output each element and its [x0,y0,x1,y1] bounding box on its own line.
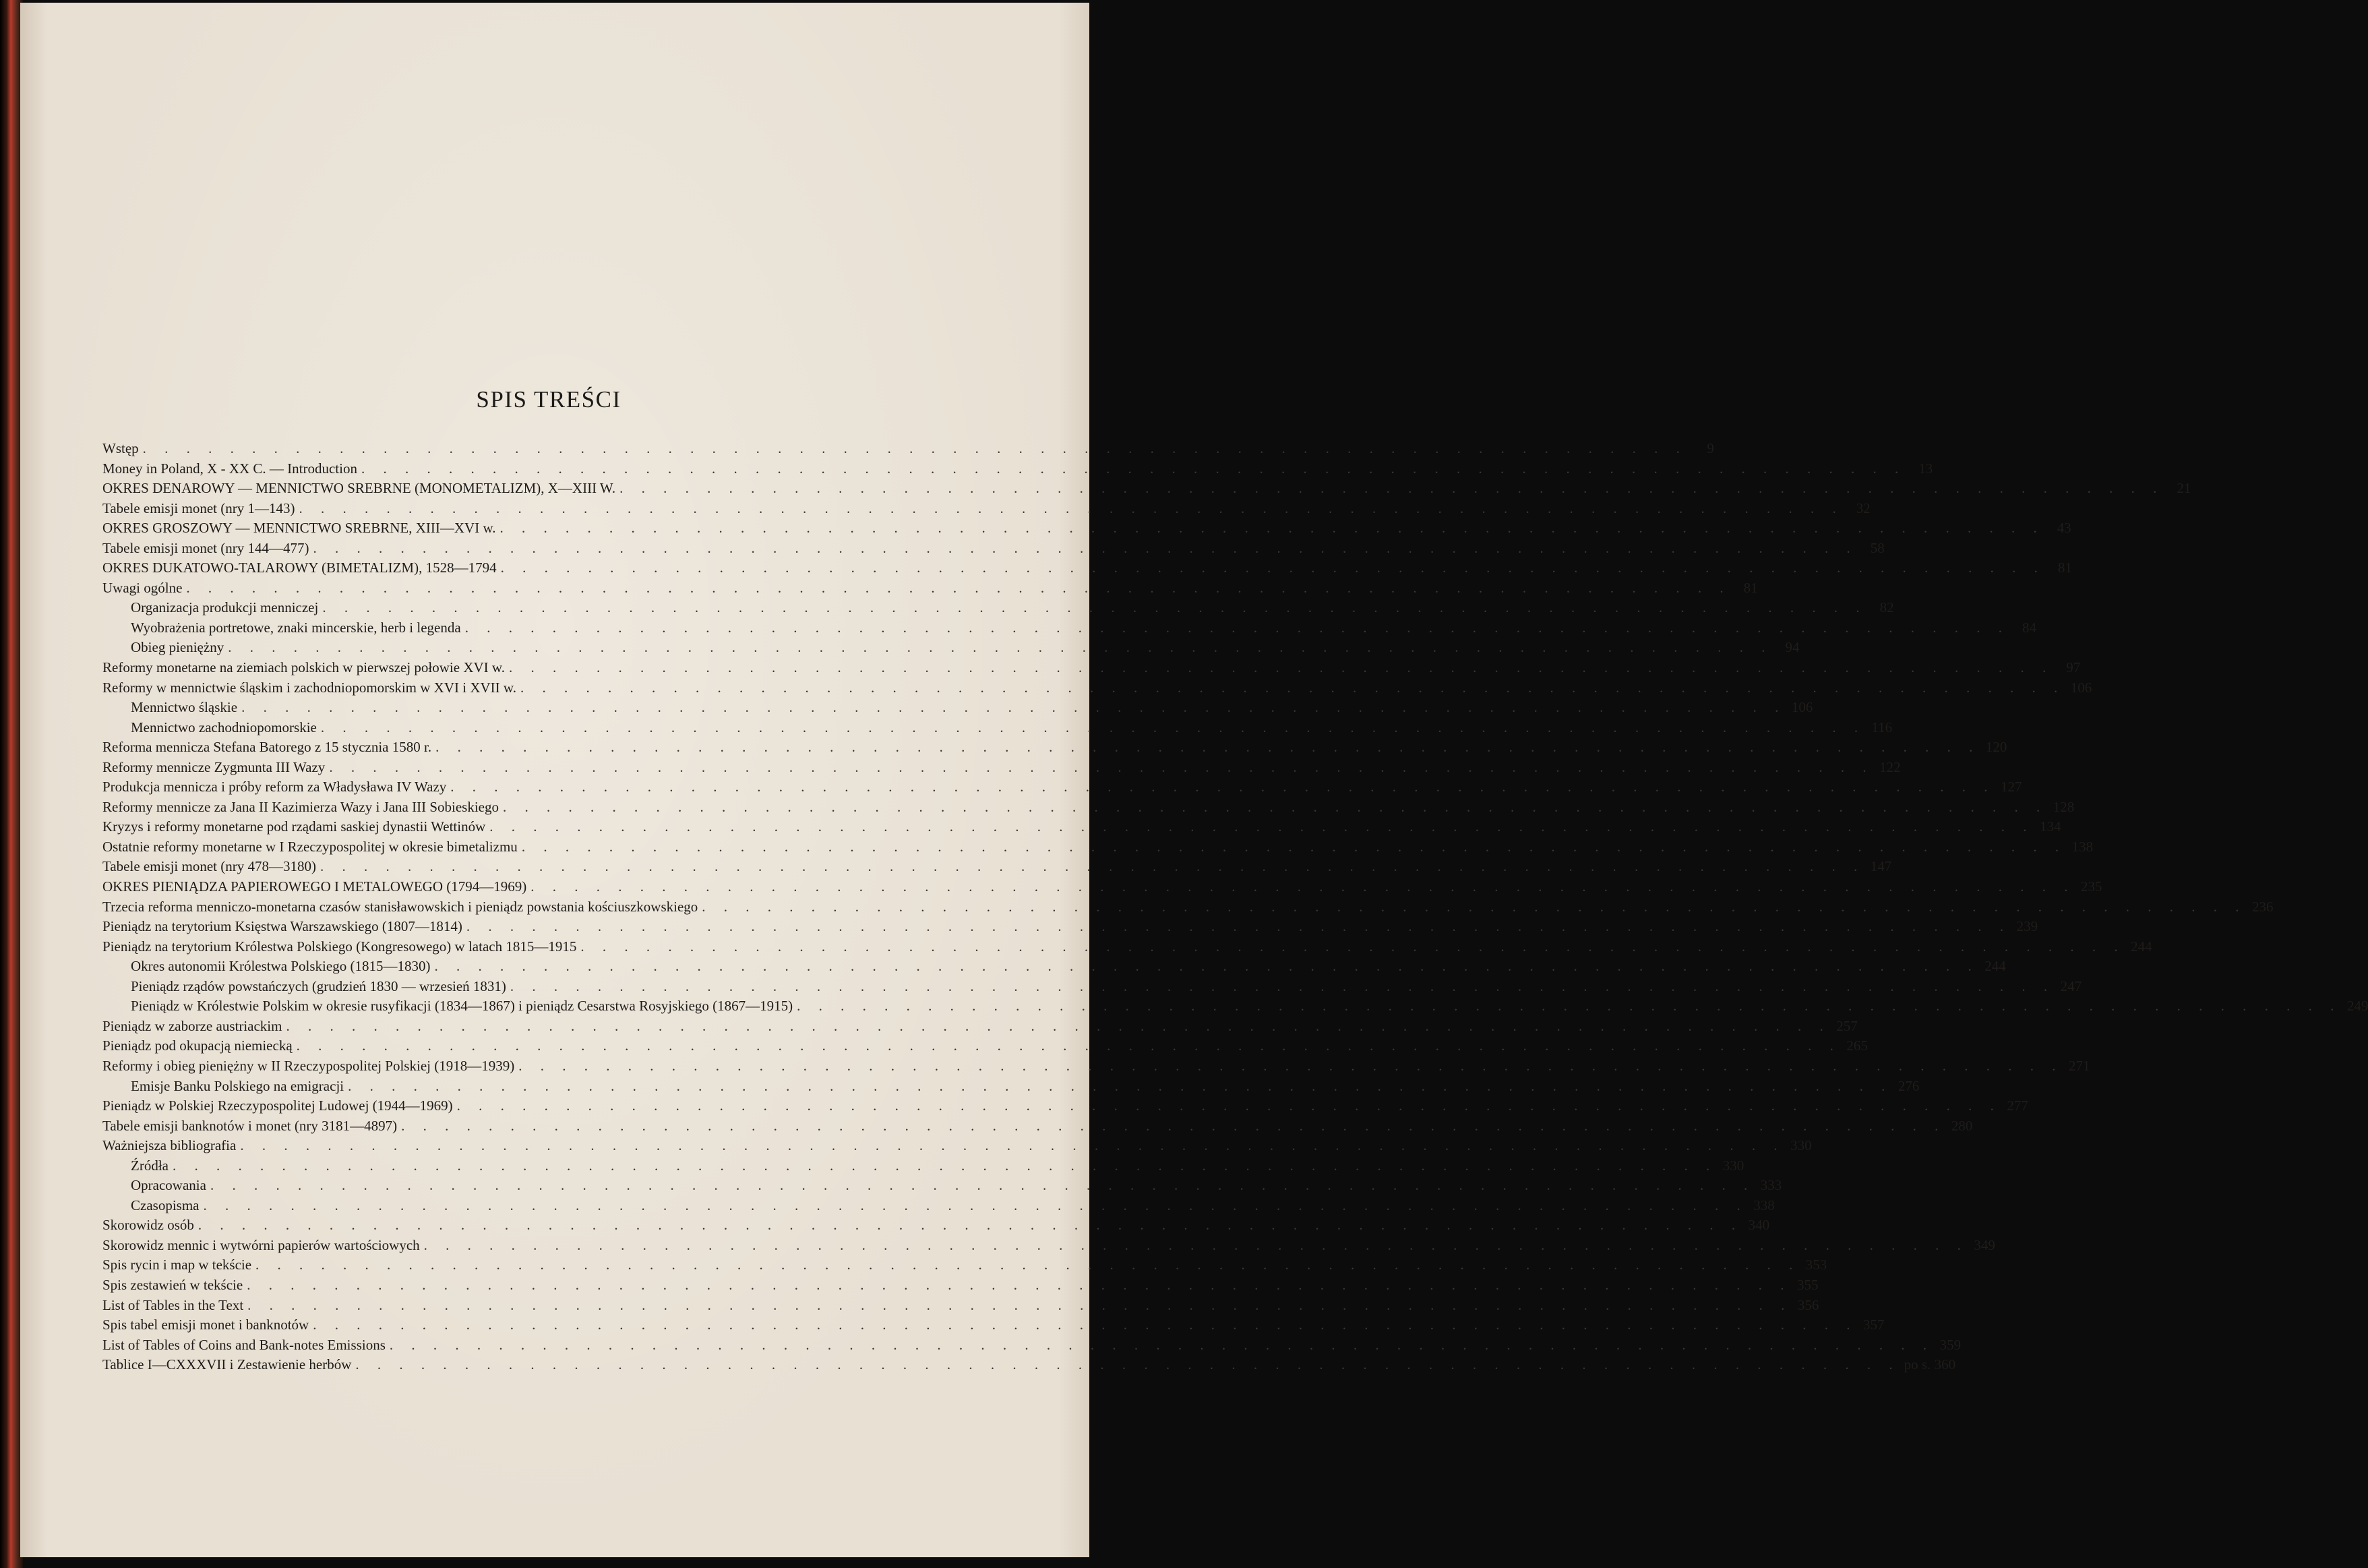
toc-dot-leader: . . . . . . . . . . . . . . . . . . . . . . . . . . . . . . . . . . . . . . . . . . . . . . . . . . . . . . . . . . . . . . . . . . . . . . . [389,1336,1935,1353]
toc-page-number: 349 [1974,1236,1995,1253]
toc-dot-leader: . . . . . . . . . . . . . . . . . . . . . . . . . . . . . . . . . . . . . . . . . . . . . . . . . . . . . . . . . . . . . . . . . . . . . . . [186,579,1731,596]
toc-page-number: 356 [1797,1296,1819,1313]
toc-entry [102,977,2082,997]
toc-dot-leader: . . . . . . . . . . . . . . . . . . . . . . . . . . . . . . . . . . . . . . . . . . . . . . . . . . . . . . . . . . . . . . . . . . . . . . . [521,838,2067,855]
toc-entry [102,718,1893,738]
toc-entry [102,1036,1868,1056]
toc-dot-leader: . . . . . . . . . . . . . . . . . . . . . . . . . . . . . . . . . . . . . . . . . . . . . . . . . . . . . . . . . . . . . . . . . . . . . . . [499,520,2044,537]
toc-dot-leader: . . . . . . . . . . . . . . . . . . . . . . . . . . . . . . . . . . . . . . . . . . . . . . . . . . . . . . . . . . . . . . . . . . . . . . . [299,500,1844,516]
toc-entry [102,1156,1744,1176]
toc-entry [102,1017,1858,1037]
toc-entry-label: Obieg pieniężny [131,639,224,656]
toc-page-number: 81 [2057,560,2072,576]
toc-entry-label: Spis zestawień w tekście [102,1276,243,1293]
toc-entry-label: Uwagi ogólne [102,579,183,596]
toc-entry-label: Emisje Banku Polskiego na emigracji [131,1077,344,1094]
toc-page-number: 147 [1870,858,1892,875]
toc-page-number: 257 [1836,1017,1858,1034]
toc-entry [102,837,2094,857]
toc-entry [102,539,1885,559]
toc-dot-leader: . . . . . . . . . . . . . . . . . . . . . . . . . . . . . . . . . . . . . . . . . . . . . . . . . . . . . . . . . . . . . . . . . . . . . . . [702,898,2247,915]
toc-page-number: 81 [1743,579,1758,596]
toc-entry-label: Pieniądz w Polskiej Rzeczypospolitej Ludowej (1944—1969) [102,1097,453,1114]
toc-entry-label: Pieniądz na terytorium Księstwa Warszawskiego (1807—1814) [102,918,462,935]
toc-entry-label: Reformy mennicze Zygmunta III Wazy [102,758,326,775]
toc-entry-label: Reformy w mennictwie śląskim i zachodniopomorskim w XVI i XVII w. [102,679,516,696]
toc-entry-label: Ostatnie reformy monetarne w I Rzeczypospolitej w okresie bimetalizmu [102,838,518,855]
toc-dot-leader: . . . . . . . . . . . . . . . . . . . . . . . . . . . . . . . . . . . . . . . . . . . . . . . . . . . . . . . . . . . . . . . . . . . . . . . [434,958,1979,975]
toc-entry-label: Tablice I—CXXXVII i Zestawienie herbów [102,1356,352,1373]
toc-entry-label: Czasopisma [131,1197,200,1213]
toc-entry [102,518,2071,539]
toc-page-number: 97 [2066,659,2081,676]
toc-entry-label: Źródła [131,1157,169,1174]
toc-page-number: 340 [1748,1217,1770,1234]
page-title: SPIS TREŚCI [476,386,621,413]
toc-page-number: 9 [1707,440,1714,456]
toc-entry [102,1196,1775,1216]
table-of-contents [102,439,2368,1375]
toc-dot-leader: . . . . . . . . . . . . . . . . . . . . . . . . . . . . . . . . . . . . . . . . . . . . . . . . . . . . . . . . . . . . . . . . . . . . . . . [322,599,1867,616]
toc-page-number: 247 [2060,977,2082,994]
toc-entry [102,618,2036,638]
toc-dot-leader: . . . . . . . . . . . . . . . . . . . . . . . . . . . . . . . . . . . . . . . . . . . . . . . . . . . . . . . . . . . . . . . . . . . . . . . [423,1236,1968,1253]
toc-entry-label: Ważniejsza bibliografia [102,1137,237,1154]
toc-page-number: 353 [1805,1257,1827,1273]
toc-entry-label: Trzecia reforma menniczo-monetarna czasów stanisławowskich i pieniądz powstania kościuszkowskiego [102,898,698,915]
toc-entry-label: Pieniądz na terytorium Królestwa Polskiego (Kongresowego) w latach 1815—1915 [102,938,577,955]
toc-page-number: 277 [2007,1097,2028,1114]
toc-entry [102,598,1894,618]
toc-entry-label: Reforma mennicza Stefana Batorego z 15 stycznia 1580 r. [102,739,432,756]
toc-dot-leader: . . . . . . . . . . . . . . . . . . . . . . . . . . . . . . . . . . . . . . . . . . . . . . . . . . . . . . . . . . . . . . . . . . . . . . . [580,938,2125,955]
toc-page-number: 122 [1879,758,1901,775]
toc-dot-leader: . . . . . . . . . . . . . . . . . . . . . . . . . . . . . . . . . . . . . . . . . . . . . . . . . . . . . . . . . . . . . . . . . . . . . . . [619,480,2164,497]
toc-dot-leader: . . . . . . . . . . . . . . . . . . . . . . . . . . . . . . . . . . . . . . . . . . . . . . . . . . . . . . . . . . . . . . . . . . . . . . . [240,1137,1785,1154]
toc-dot-leader: . . . . . . . . . . . . . . . . . . . . . . . . . . . . . . . . . . . . . . . . . . . . . . . . . . . . . . . . . . . . . . . . . . . . . . . [255,1257,1800,1273]
toc-entry-label: Produkcja mennicza i próby reform za Władysława IV Wazy [102,779,447,795]
toc-entry [102,1355,1956,1375]
toc-page-number: 249 [2346,998,2368,1015]
toc-entry-label: Opracowania [131,1177,206,1194]
toc-page-number: 244 [2131,938,2152,955]
toc-page-number: 21 [2177,480,2191,497]
toc-dot-leader: . . . . . . . . . . . . . . . . . . . . . . . . . . . . . . . . . . . . . . . . . . . . . . . . . . . . . . . . . . . . . . . . . . . . . . . [203,1197,1748,1213]
toc-page-number: po s. 360 [1904,1356,1956,1373]
toc-dot-leader: . . . . . . . . . . . . . . . . . . . . . . . . . . . . . . . . . . . . . . . . . . . . . . . . . . . . . . . . . . . . . . . . . . . . . . . [361,460,1906,477]
toc-entry [102,1096,2028,1116]
toc-dot-leader: . . . . . . . . . . . . . . . . . . . . . . . . . . . . . . . . . . . . . . . . . . . . . . . . . . . . . . . . . . . . . . . . . . . . . . . [489,818,2034,835]
toc-entry [102,578,1758,599]
toc-dot-leader: . . . . . . . . . . . . . . . . . . . . . . . . . . . . . . . . . . . . . . . . . . . . . . . . . . . . . . . . . . . . . . . . . . . . . . . [355,1356,1900,1373]
toc-page-number: 330 [1790,1137,1812,1154]
toc-entry [102,638,1800,658]
toc-dot-leader: . . . . . . . . . . . . . . . . . . . . . . . . . . . . . . . . . . . . . . . . . . . . . . . . . . . . . . . . . . . . . . . . . . . . . . . [520,679,2065,696]
toc-entry [102,1176,1782,1196]
toc-dot-leader: . . . . . . . . . . . . . . . . . . . . . . . . . . . . . . . . . . . . . . . . . . . . . . . . . . . . . . . . . . . . . . . . . . . . . . . [313,539,1858,556]
toc-dot-leader: . . . . . . . . . . . . . . . . . . . . . . . . . . . . . . . . . . . . . . . . . . . . . . . . . . . . . . . . . . . . . . . . . . . . . . . [530,878,2075,895]
toc-dot-leader: . . . . . . . . . . . . . . . . . . . . . . . . . . . . . . . . . . . . . . . . . . . . . . . . . . . . . . . . . . . . . . . . . . . . . . . [508,659,2054,676]
toc-entry-label: Spis tabel emisji monet i banknotów [102,1317,309,1333]
toc-entry-label: Wyobrażenia portretowe, znaki mincerskie, herb i legenda [131,619,461,636]
toc-entry [102,797,2075,818]
toc-dot-leader: . . . . . . . . . . . . . . . . . . . . . . . . . . . . . . . . . . . . . . . . . . . . . . . . . . . . . . . . . . . . . . . . . . . . . . . [198,1217,1743,1234]
toc-entry-label: Tabele emisji monet (nry 478—3180) [102,858,316,875]
toc-dot-leader: . . . . . . . . . . . . . . . . . . . . . . . . . . . . . . . . . . . . . . . . . . . . . . . . . . . . . . . . . . . . . . . . . . . . . . . [320,719,1866,735]
toc-entry-label: Reformy mennicze za Jana II Kazimierza Wazy i Jana III Sobieskiego [102,798,499,815]
toc-entry-label: OKRES DUKATOWO-TALAROWY (BIMETALIZM), 1528—1794 [102,560,497,576]
toc-page-number: 106 [2070,679,2092,696]
toc-entry-label: Pieniądz w zaborze austriackim [102,1017,282,1034]
toc-entry-label: Reformy monetarne na ziemiach polskich w pierwszej połowie XVI w. [102,659,505,676]
toc-page-number: 276 [1898,1077,1920,1094]
toc-dot-leader: . . . . . . . . . . . . . . . . . . . . . . . . . . . . . . . . . . . . . . . . . . . . . . . . . . . . . . . . . . . . . . . . . . . . . . . [142,440,1687,456]
toc-entry-label: OKRES GROSZOWY — MENNICTWO SREBRNE, XIII—XVI w. [102,520,496,537]
toc-entry [102,1116,1973,1137]
toc-entry-label: Pieniądz w Królestwie Polskim w okresie rusyfikacji (1834—1867) i pieniądz Cesarstwa Rosyjskiego (1867—1915) [131,998,793,1015]
toc-entry [102,1215,1770,1236]
toc-dot-leader: . . . . . . . . . . . . . . . . . . . . . . . . . . . . . . . . . . . . . . . . . . . . . . . . . . . . . . . . . . . . . . . . . . . . . . . [296,1037,1841,1054]
toc-entry [102,917,2038,937]
toc-dot-leader: . . . . . . . . . . . . . . . . . . . . . . . . . . . . . . . . . . . . . . . . . . . . . . . . . . . . . . . . . . . . . . . . . . . . . . . [313,1317,1858,1333]
toc-entry-label: Pieniądz rządów powstańczych (grudzień 1830 — wrzesień 1831) [131,977,506,994]
toc-entry-label: Tabele emisji monet (nry 1—143) [102,500,295,516]
toc-entry [102,1255,1827,1275]
toc-entry [102,877,2102,897]
toc-entry-label: List of Tables of Coins and Bank-notes Emissions [102,1336,386,1353]
toc-dot-leader: . . . . . . . . . . . . . . . . . . . . . . . . . . . . . . . . . . . . . . . . . . . . . . . . . . . . . . . . . . . . . . . . . . . . . . . [329,758,1874,775]
toc-entry-label: Skorowidz osób [102,1217,194,1234]
toc-entry [102,1296,1819,1316]
toc-dot-leader: . . . . . . . . . . . . . . . . . . . . . . . . . . . . . . . . . . . . . . . . . . . . . . . . . . . . . . . . . . . . . . . . . . . . . . . [348,1077,1893,1094]
toc-page-number: 13 [1918,460,1933,477]
toc-entry [102,957,2006,977]
toc-page-number: 330 [1722,1157,1744,1174]
toc-entry [102,897,2274,917]
toc-dot-leader: . . . . . . . . . . . . . . . . . . . . . . . . . . . . . . . . . . . . . . . . . . . . . . . . . . . . . . . . . . . . . . . . . . . . . . . [456,1097,2001,1114]
toc-page-number: 43 [2057,520,2071,537]
toc-entry [102,777,2022,797]
toc-dot-leader: . . . . . . . . . . . . . . . . . . . . . . . . . . . . . . . . . . . . . . . . . . . . . . . . . . . . . . . . . . . . . . . . . . . . . . . [247,1276,1792,1293]
toc-dot-leader: . . . . . . . . . . . . . . . . . . . . . . . . . . . . . . . . . . . . . . . . . . . . . . . . . . . . . . . . . . . . . . . . . . . . . . . [172,1157,1718,1174]
toc-entry-label: Mennictwo śląskie [131,699,238,716]
toc-entry-label: Okres autonomii Królestwa Polskiego (1815—1830) [131,958,431,975]
toc-dot-leader: . . . . . . . . . . . . . . . . . . . . . . . . . . . . . . . . . . . . . . . . . . . . . . . . . . . . . . . . . . . . . . . . . . . . . . . [500,560,2045,576]
toc-entry [102,937,2152,957]
toc-page-number: 120 [1985,739,2007,756]
toc-entry-label: Mennictwo zachodniopomorskie [131,719,317,735]
toc-page-number: 239 [2016,918,2038,935]
toc-entry [102,758,1901,778]
toc-page-number: 128 [2053,798,2075,815]
toc-entry [102,817,2061,837]
toc-entry-label: Money in Poland, X - XX C. — Introduction [102,460,357,477]
toc-dot-leader: . . . . . . . . . . . . . . . . . . . . . . . . . . . . . . . . . . . . . . . . . . . . . . . . . . . . . . . . . . . . . . . . . . . . . . . [228,639,1773,656]
toc-dot-leader: . . . . . . . . . . . . . . . . . . . . . . . . . . . . . . . . . . . . . . . . . . . . . . . . . . . . . . . . . . . . . . . . . . . . . . . [435,739,1980,756]
toc-page-number: 338 [1753,1197,1775,1213]
toc-entry-label: List of Tables in the Text [102,1296,244,1313]
toc-dot-leader: . . . . . . . . . . . . . . . . . . . . . . . . . . . . . . . . . . . . . . . . . . . . . . . . . . . . . . . . . . . . . . . . . . . . . . . [510,977,2055,994]
toc-dot-leader: . . . . . . . . . . . . . . . . . . . . . . . . . . . . . . . . . . . . . . . . . . . . . . . . . . . . . . . . . . . . . . . . . . . . . . . [518,1057,2063,1074]
toc-entry-label: Pieniądz pod okupacją niemiecką [102,1037,293,1054]
toc-entry-label: OKRES PIENIĄDZA PAPIEROWEGO I METALOWEGO (1794—1969) [102,878,527,895]
toc-entry [102,499,1871,519]
toc-dot-leader: . . . . . . . . . . . . . . . . . . . . . . . . . . . . . . . . . . . . . . . . . . . . . . . . . . . . . . . . . . . . . . . . . . . . . . . [286,1017,1831,1034]
toc-entry-label: OKRES DENAROWY — MENNICTWO SREBRNE (MONOMETALIZM), X—XIII W. [102,480,616,497]
toc-entry [102,737,2007,758]
toc-dot-leader: . . . . . . . . . . . . . . . . . . . . . . . . . . . . . . . . . . . . . . . . . . . . . . . . . . . . . . . . . . . . . . . . . . . . . . . [466,918,2011,935]
toc-entry [102,1056,2090,1077]
toc-page-number: 355 [1796,1276,1819,1293]
toc-dot-leader: . . . . . . . . . . . . . . . . . . . . . . . . . . . . . . . . . . . . . . . . . . . . . . . . . . . . . . . . . . . . . . . . . . . . . . . [241,699,1786,716]
toc-page-number: 106 [1791,699,1813,716]
toc-entry-label: Kryzys i reformy monetarne pod rządami saskiej dynastii Wettinów [102,818,486,835]
toc-entry-label: Wstęp [102,440,139,456]
toc-page-number: 357 [1862,1317,1885,1333]
toc-dot-leader: . . . . . . . . . . . . . . . . . . . . . . . . . . . . . . . . . . . . . . . . . . . . . . . . . . . . . . . . . . . . . . . . . . . . . . . [450,779,1995,795]
toc-entry [102,1275,1819,1296]
toc-page-number: 94 [1785,639,1800,656]
toc-entry [102,996,2368,1017]
toc-entry [102,558,2072,578]
toc-page-number: 58 [1870,539,1885,556]
toc-entry [102,658,2081,678]
book-spine-edge [0,0,23,1568]
toc-entry-label: Spis rycin i map w tekście [102,1257,252,1273]
toc-entry [102,479,2191,499]
toc-dot-leader: . . . . . . . . . . . . . . . . . . . . . . . . . . . . . . . . . . . . . . . . . . . . . . . . . . . . . . . . . . . . . . . . . . . . . . . [401,1117,1946,1134]
toc-page-number: 359 [1939,1336,1962,1353]
toc-entry-label: Skorowidz mennic i wytwórni papierów wartościowych [102,1236,420,1253]
toc-entry [102,1315,1885,1335]
toc-dot-leader: . . . . . . . . . . . . . . . . . . . . . . . . . . . . . . . . . . . . . . . . . . . . . . . . . . . . . . . . . . . . . . . . . . . . . . . [464,619,2009,636]
toc-page-number: 236 [2252,898,2274,915]
toc-entry [102,439,1714,459]
toc-page-number: 82 [1879,599,1894,616]
toc-entry [102,459,1933,479]
toc-dot-leader: . . . . . . . . . . . . . . . . . . . . . . . . . . . . . . . . . . . . . . . . . . . . . . . . . . . . . . . . . . . . . . . . . . . . . . . [210,1177,1755,1194]
toc-page-number: 127 [2001,779,2022,795]
toc-page-number: 333 [1760,1177,1782,1194]
toc-entry [102,1077,1920,1097]
toc-entry-label: Organizacja produkcji menniczej [131,599,319,616]
toc-page-number: 280 [1951,1117,1973,1134]
toc-dot-leader: . . . . . . . . . . . . . . . . . . . . . . . . . . . . . . . . . . . . . . . . . . . . . . . . . . . . . . . . . . . . . . . . . . . . . . . [247,1296,1792,1313]
toc-entry-label: Tabele emisji monet (nry 144—477) [102,539,309,556]
toc-dot-leader: . . . . . . . . . . . . . . . . . . . . . . . . . . . . . . . . . . . . . . . . . . . . . . . . . . . . . . . . . . . . . . . . . . . . . . . [797,998,2342,1015]
toc-entry [102,1136,1812,1156]
toc-entry [102,1335,1962,1356]
toc-page-number: 138 [2071,838,2094,855]
toc-page-number: 32 [1856,500,1871,516]
toc-entry-label: Tabele emisji banknotów i monet (nry 3181—4897) [102,1117,398,1134]
toc-page-number: 134 [2040,818,2061,835]
toc-page-number: 84 [2022,619,2036,636]
toc-entry [102,678,2092,698]
toc-page-number: 235 [2081,878,2102,895]
toc-dot-leader: . . . . . . . . . . . . . . . . . . . . . . . . . . . . . . . . . . . . . . . . . . . . . . . . . . . . . . . . . . . . . . . . . . . . . . . [320,858,1865,875]
toc-page-number: 244 [1984,958,2006,975]
toc-entry [102,698,1813,718]
toc-entry-label: Reformy i obieg pieniężny w II Rzeczypospolitej Polskiej (1918—1939) [102,1057,515,1074]
toc-entry [102,857,1892,877]
toc-page-number: 116 [1871,719,1893,735]
toc-page-number: 271 [2068,1057,2090,1074]
toc-entry [102,1236,1995,1256]
toc-dot-leader: . . . . . . . . . . . . . . . . . . . . . . . . . . . . . . . . . . . . . . . . . . . . . . . . . . . . . . . . . . . . . . . . . . . . . . . [503,798,2048,815]
toc-page-number: 265 [1846,1037,1868,1054]
